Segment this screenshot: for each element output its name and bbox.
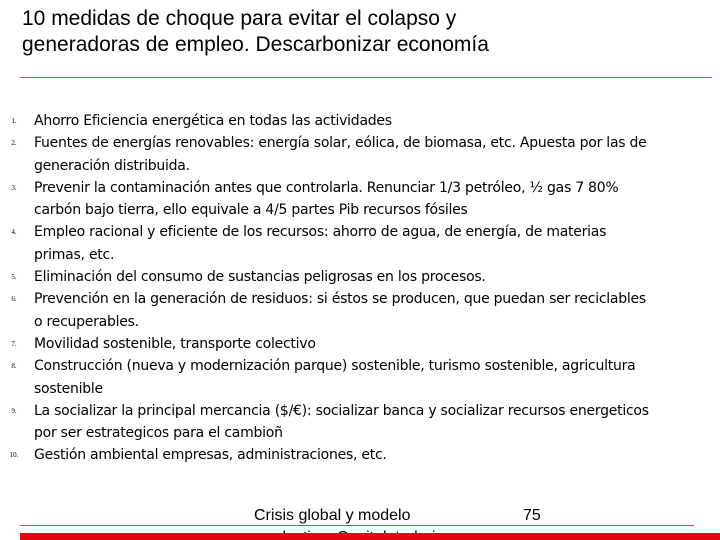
list-item-line: Movilidad sostenible, transporte colectivo — [34, 335, 316, 352]
list-item-line: Empleo racional y eficiente de los recursos: ahorro de agua, de energía, de materias — [34, 224, 607, 241]
slide-title-line-1: 10 medidas de choque para evitar el colapso y — [22, 7, 457, 30]
list-item-7 — [0, 333, 720, 355]
list-item-number: 8. — [11, 362, 17, 371]
list-item-line: generación distribuida. — [34, 157, 190, 174]
list-item-text — [34, 333, 716, 355]
list-item-text — [34, 355, 716, 400]
list-item-text — [34, 266, 716, 288]
list-item-9 — [0, 400, 720, 445]
list-item-line: por ser estrategicos para el cambioñ — [34, 425, 283, 442]
list-item-10 — [0, 444, 720, 466]
page-number: 75 — [523, 507, 541, 524]
measures-list — [0, 110, 720, 467]
list-item-4 — [0, 221, 720, 266]
list-item-text — [34, 177, 716, 222]
list-item-line: primas, etc. — [34, 246, 115, 263]
footer-accent-bar — [20, 533, 720, 540]
list-item-number: 10. — [9, 451, 19, 460]
slide-title-line-2: generadoras de empleo. Descarbonizar economía — [22, 33, 489, 56]
list-item-number: 4. — [11, 228, 17, 237]
list-item-line: o recuperables. — [34, 313, 139, 330]
list-item-text — [34, 288, 716, 333]
list-item-number: 9. — [11, 406, 17, 415]
list-item-text — [34, 221, 716, 266]
list-item-number: 2. — [11, 139, 17, 148]
list-item-line: Fuentes de energías renovables: energía solar, eólica, de biomasa, etc. Apuesta por las de — [34, 135, 647, 152]
footer-divider — [20, 525, 694, 526]
list-item-line: La socializar la principal mercancia ($/€): socializar banca y socializar recursos energeticos — [34, 402, 649, 419]
slide-title — [22, 6, 702, 58]
list-item-line: Eliminación del consumo de sustancias peligrosas en los procesos. — [34, 269, 486, 286]
list-item-line: sostenible — [34, 380, 103, 397]
list-item-3 — [0, 177, 720, 222]
title-divider — [20, 77, 712, 78]
list-item-text — [34, 444, 716, 466]
list-item-1 — [0, 110, 720, 132]
list-item-5 — [0, 266, 720, 288]
list-item-number: 3. — [11, 183, 17, 192]
list-item-number: 5. — [11, 273, 17, 282]
list-item-text — [34, 110, 716, 132]
list-item-text — [34, 400, 716, 445]
list-item-line: Construcción (nueva y modernización parque) sostenible, turismo sostenible, agricultura — [34, 358, 636, 375]
list-item-line: Gestión ambiental empresas, administraciones, etc. — [34, 447, 387, 464]
list-item-text — [34, 132, 716, 177]
list-item-line: Prevenir la contaminación antes que controlarla. Renunciar 1/3 petróleo, ½ gas 7 80% — [34, 179, 619, 196]
list-item-line: Prevención en la generación de residuos: si éstos se producen, que puedan ser reciclables — [34, 291, 646, 308]
list-item-2 — [0, 132, 720, 177]
list-item-line: Ahorro Eficiencia energética en todas las actividades — [34, 113, 392, 129]
footer-text: Crisis global y modelo — [254, 507, 411, 524]
list-item-number: 7. — [11, 339, 17, 348]
list-item-6 — [0, 288, 720, 333]
list-item-number: 6. — [11, 295, 17, 304]
list-item-line: carbón bajo tierra, ello equivale a 4/5 partes Pib recursos fósiles — [34, 202, 468, 219]
list-item-8 — [0, 355, 720, 400]
list-item-number: 1. — [11, 117, 17, 125]
